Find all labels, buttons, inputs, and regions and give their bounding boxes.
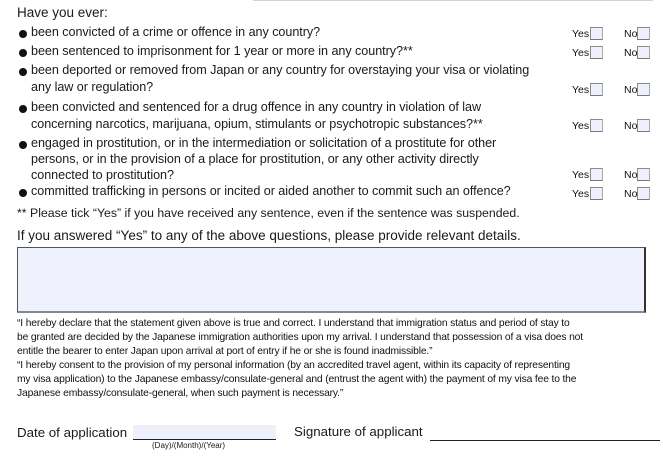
signature-label: Signature of applicant <box>294 424 423 439</box>
yes-label: Yes <box>572 84 590 96</box>
question-4-text-line-2: concerning narcotics, marijuana, opium, stimulants or psychotropic substances?** <box>31 117 483 131</box>
details-textarea[interactable] <box>17 247 646 313</box>
bullet-icon <box>19 49 27 57</box>
no-label: No <box>624 47 638 59</box>
bullet-icon <box>19 68 27 76</box>
consent-line: Japanese embassy/consulate-general, when such payment is necessary.” <box>17 388 344 399</box>
consent-line: my visa application) to the Japanese embassy/consulate-general and (entrust the agent with) the payment of my visa fee to the <box>17 374 577 385</box>
declaration-line: be granted are decided by the Japanese immigration authorities upon my arrival. I understand that possession of a visa does not <box>17 332 583 343</box>
question-6-text: committed trafficking in persons or incited or aided another to commit such an offence? <box>31 184 511 198</box>
date-format-hint: (Day)/(Month)/(Year) <box>152 441 226 450</box>
question-1-no-checkbox[interactable] <box>637 27 650 40</box>
question-5-text-line-1: engaged in prostitution, or in the intermediation or solicitation of a prostitute for other <box>31 136 497 150</box>
no-label: No <box>624 28 638 40</box>
question-2-text: been sentenced to imprisonment for 1 year or more in any country?** <box>31 44 413 58</box>
no-label: No <box>624 120 638 132</box>
sentence-note: ** Please tick “Yes” if you have received any sentence, even if the sentence was suspended. <box>17 206 520 220</box>
no-label: No <box>624 169 638 181</box>
question-2-yes-checkbox[interactable] <box>590 46 603 59</box>
bullet-icon <box>19 30 27 38</box>
yes-label: Yes <box>572 169 590 181</box>
question-5-yes-checkbox[interactable] <box>590 168 603 181</box>
consent-line: “I hereby consent to the provision of my personal information (by an accredited travel agent, within its capacity of representing <box>17 360 570 371</box>
question-2-no-checkbox[interactable] <box>637 46 650 59</box>
question-3-no-checkbox[interactable] <box>637 83 650 96</box>
yes-label: Yes <box>572 120 590 132</box>
declaration-line: entitle the bearer to enter Japan upon arrival at port of entry if he or she is found inadmissible.” <box>17 346 433 357</box>
question-6-yes-checkbox[interactable] <box>590 187 603 200</box>
question-4-no-checkbox[interactable] <box>637 119 650 132</box>
question-3-yes-checkbox[interactable] <box>590 83 603 96</box>
question-4-text-line-1: been convicted and sentenced for a drug offence in any country in violation of law <box>31 100 482 114</box>
date-of-application-input[interactable] <box>133 425 276 440</box>
signature-line[interactable] <box>430 440 660 441</box>
no-label: No <box>624 84 638 96</box>
question-4-yes-checkbox[interactable] <box>590 119 603 132</box>
question-5-text-line-2: persons, or in the provision of a place for prostitution, or any other activity directly <box>31 152 479 166</box>
question-5-no-checkbox[interactable] <box>637 168 650 181</box>
bullet-icon <box>19 105 27 113</box>
yes-label: Yes <box>572 28 590 40</box>
questions-heading: Have you ever: <box>17 5 108 20</box>
yes-label: Yes <box>572 188 590 200</box>
top-divider <box>253 0 653 1</box>
yes-label: Yes <box>572 47 590 59</box>
question-1-yes-checkbox[interactable] <box>590 27 603 40</box>
question-3-text-line-2: any law or regulation? <box>31 80 154 94</box>
bullet-icon <box>19 141 27 149</box>
question-3-text-line-1: been deported or removed from Japan or any country for overstaying your visa or violating <box>31 63 530 77</box>
date-of-application-label: Date of application <box>17 425 128 440</box>
question-6-no-checkbox[interactable] <box>637 187 650 200</box>
details-prompt: If you answered “Yes” to any of the above questions, please provide relevant details. <box>17 228 521 243</box>
no-label: No <box>624 188 638 200</box>
question-5-text-line-3: connected to prostitution? <box>31 168 174 182</box>
declaration-line: “I hereby declare that the statement given above is true and correct. I understand that immigration status and period of stay to <box>17 318 570 329</box>
question-1-text: been convicted of a crime or offence in any country? <box>31 25 321 39</box>
bullet-icon <box>19 189 27 197</box>
